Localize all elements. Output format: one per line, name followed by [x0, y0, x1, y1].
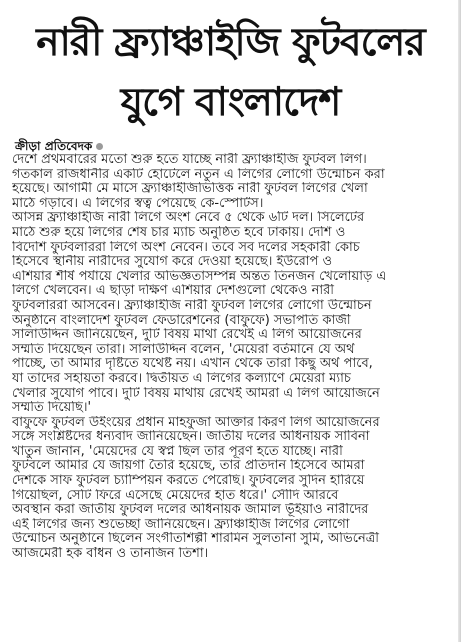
- text-line: ফুটবলাররা আসবেন। ফ্র্যাঞ্চাইজি নারী ফুটবল লিগের লোগো উন্মোচন: [12, 298, 372, 313]
- text-line: গতকাল রাজধানীর একটি হোটেলে নতুন এ লিগের লোগো উন্মোচন করা: [12, 167, 385, 182]
- text-line: অনুষ্ঠানে বাংলাদেশ ফুটবল ফেডারেশনের (বাফুফে) সভাপতি কাজী: [12, 313, 351, 328]
- text-line: হয়েছে। আগামী মে মাসে ফ্র্যাঞ্চাইজিভিত্তিক নারী ফুটবল লিগের খেলা: [12, 182, 368, 197]
- text-line: সালাউদ্দিন জানিয়েছেন, দুটি বিষয় মাথা রেখেই এ লিগ আয়োজনের: [12, 328, 362, 343]
- text-line: মাঠে শুরু হয়ে লিগের শেষ চার ম্যাচ অনুষ্ঠিত হবে ঢাকায়। দেশি ও: [12, 225, 346, 240]
- text-line: মাঠে গড়াবে। এ লিগের স্বত্ব পেয়েছে কে-স্পোর্টস।: [12, 196, 264, 211]
- byline-text: ক্রীড়া প্রতিবেদক: [15, 139, 93, 153]
- article-paragraph: [12, 153, 455, 211]
- article-paragraph: [12, 416, 455, 562]
- text-line: সম্মতি দিয়েছেন তারা। সালাউদ্দিন বলেন, 'মেয়েরা বর্তমানে যে অর্থ: [12, 342, 355, 357]
- text-line: যা তাদের সহায়তা করবে। দ্বিতীয়ত এ লিগের কল্যাণে মেয়েরা ম্যাচ: [12, 371, 351, 386]
- text-line: গিয়েছিল, সেটি ফিরে এসেছে মেয়েদের হাত ধরে।' সৌদি আরবে: [12, 488, 339, 503]
- text-line: পাচ্ছে, তা আমার দৃষ্টিতে যথেষ্ট নয়। এখান থেকে তারা কিছু অর্থ পাবে,: [12, 357, 373, 372]
- text-line: বিদেশি ফুটবলাররা লিগে অংশ নেবেন। তবে সব দলের সহকারী কোচ: [12, 240, 360, 255]
- text-line: লিগে খেলবেন। এ ছাড়া দক্ষিণ এশিয়ার দেশগুলো থেকেও নারী: [12, 284, 334, 299]
- text-line: এই লিগের জন্য শুভেচ্ছা জানিয়েছেন। ফ্র্যাঞ্চাইজি লিগের লোগো: [12, 517, 350, 532]
- headline-line-1: নারী ফ্র্যাঞ্চাইজি ফুটবলের: [36, 20, 425, 65]
- text-line: ফুটবলে আমার যে জায়গা তৈরি হয়েছে, তার প্রতিদান হিসেবে আমরা: [12, 459, 365, 474]
- text-line: এশিয়ার শীর্ষ পর্যায়ে খেলার অভিজ্ঞতাসম্পন্ন অন্তত তিনজন খেলোয়াড় এ: [12, 269, 387, 284]
- text-line: আজমেরী হক বাঁধন ও তানজিন তিশা।: [12, 547, 209, 562]
- article-paragraph: [12, 211, 455, 415]
- text-line: অবস্থান করা জাতীয় ফুটবল দলের অধিনায়ক জামাল ভূঁইয়াও নারীদের: [12, 503, 369, 518]
- text-line: খাতুন জানান, 'মেয়েদের যে স্বপ্ন ছিল তার পূরণ হতে যাচ্ছে। নারী: [12, 444, 343, 459]
- text-line: হিসেবে স্থানীয় নারীদের সুযোগ করে দেওয়া হয়েছে। ইউরোপ ও: [12, 255, 333, 270]
- text-line: বাফুফে ফুটবল উইংয়ের প্রধান মাহফুজা আক্তার কিরণ লিগ আয়োজনের: [12, 415, 380, 430]
- text-line: সম্মতি দিয়েছি।': [12, 401, 92, 416]
- text-line: দেশকে সাফ ফুটবল চ্যাম্পিয়ন করতে পেরেছি। ফুটবলের সুদিন হারিয়ে: [12, 474, 365, 489]
- text-line: দেশে প্রথমবারের মতো শুরু হতে যাচ্ছে নারী ফ্র্যাঞ্চাইজি ফুটবল লিগ।: [12, 153, 367, 167]
- text-line: উন্মোচন অনুষ্ঠানে ছিলেন সংগীতশিল্পী শারমিন সুলতানা সুমি, অভিনেত্রী: [12, 532, 379, 547]
- headline-line-2: যুগে বাংলাদেশ: [120, 80, 341, 125]
- article-body: [12, 153, 455, 562]
- text-line: খেলার সুযোগ পাবে। দুটি বিষয় মাথায় রেখেই আমরা এ লিগ আয়োজনে: [12, 386, 380, 401]
- byline: [15, 138, 103, 154]
- bullet-dot-icon: [96, 143, 103, 150]
- text-line: সঙ্গে সংশ্লিষ্টদের ধন্যবাদ জানিয়েছেন। জাতীয় দলের অধিনায়ক সাবিনা: [12, 430, 370, 445]
- text-line: আসন্ন ফ্র্যাঞ্চাইজি নারী লিগে অংশ নেবে ৫ থেকে ৬টি দল। সিলেটের: [12, 211, 365, 226]
